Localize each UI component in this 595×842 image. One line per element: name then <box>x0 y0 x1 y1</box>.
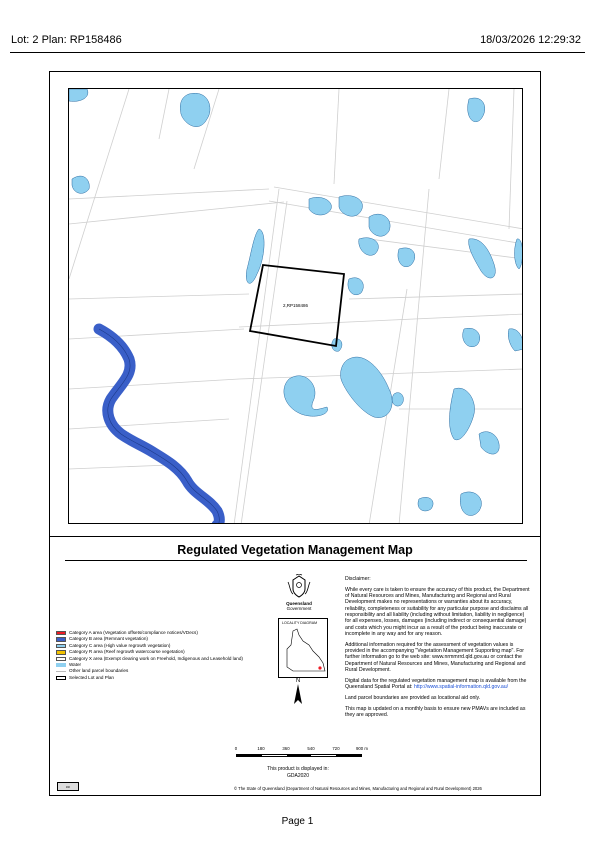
water-swatch-icon <box>56 663 66 668</box>
disclaimer-title: Disclaimer: <box>345 576 371 582</box>
legend-label: Category R area (Reef regrowth watercourse vegetation) <box>69 649 185 655</box>
locality-label: LOCALITY DIAGRAM <box>282 621 318 625</box>
display-projection <box>248 766 348 779</box>
scale-tick: 900 m <box>356 746 368 751</box>
locality-diagram <box>278 618 328 678</box>
header-rule <box>10 52 585 53</box>
white-swatch-icon <box>56 657 66 662</box>
legend-item <box>56 656 243 662</box>
scale-bar-graphic <box>236 754 362 757</box>
qld-logo-line1: Queensland <box>286 601 312 606</box>
disclaimer <box>345 576 531 723</box>
qld-logo-line2: Government <box>286 606 312 611</box>
disclaimer-p5: This map is updated on a monthly basis to ensure new PMAVs are included as they are approved. <box>345 705 526 718</box>
page-number: Page 1 <box>281 816 314 827</box>
legend-label: Category X area (Exempt clearing work on Freehold, Indigenous and Leasehold land) <box>69 655 243 661</box>
light-blue-swatch-icon <box>56 644 66 649</box>
cc-label: cc <box>66 784 70 789</box>
scale-tick: 0 <box>234 746 238 751</box>
spatial-portal-link[interactable]: http://www.spatial-information.qld.gov.au/ <box>413 683 509 690</box>
yellow-swatch-icon <box>56 650 66 655</box>
legend-label: Category C area (High value regrowth vegetation) <box>69 642 171 648</box>
disclaimer-p3-text: Digital data for the regulated vegetation management map is available from the Queensland Spatial Portal at: <box>345 677 527 690</box>
scale-tick: 720 <box>332 746 340 751</box>
scale-tick: 180 <box>257 746 265 751</box>
legend-item <box>56 675 243 681</box>
red-swatch-icon <box>56 631 66 636</box>
locality-marker-icon <box>318 666 321 669</box>
scale-bar <box>236 746 366 760</box>
legend-label: Category A area (Vegetation offsets/compliance notices/VDecs) <box>69 630 198 635</box>
river <box>99 329 219 524</box>
disclaimer-p4: Land parcel boundaries are provided as locational aid only. <box>345 694 481 701</box>
selected-swatch-icon <box>56 676 66 681</box>
north-arrow-icon <box>293 684 303 706</box>
qld-crest-icon <box>284 574 314 600</box>
parcel-label: 2,RP158486 <box>283 303 309 308</box>
title-rule <box>65 560 527 561</box>
legend-label: Water <box>69 661 82 667</box>
legend-label: Other land parcel boundaries <box>69 668 129 674</box>
header-timestamp: 18/03/2026 12:29:32 <box>480 34 581 46</box>
map-svg <box>69 89 523 524</box>
display-line2: GDA2020 <box>287 772 309 779</box>
qld-government-logo <box>276 574 322 611</box>
legend <box>56 630 243 681</box>
scale-tick: 360 <box>282 746 290 751</box>
disclaimer-p1: While every care is taken to ensure the accuracy of this product, the Department of Natural Resources and Mines, Manufacturing and Regional and Rural Development makes no representations or warranties about its accuracy, reliability, completeness or suitability for any particular purpose and disclaims all responsibility and all liability (including without limitation, liability in negligence) for all expenses, losses, damages (including indirect or consequential damage) and costs which you might incur as a result of the product being inaccurate or incomplete in any way and for any reason. <box>345 586 530 637</box>
copyright: © The State of Queensland (Department of Natural Resources and Mines, Manufacturing and Regional and Rural Development) 2026 <box>234 786 482 791</box>
header-lot-plan: Lot: 2 Plan: RP158486 <box>11 34 122 46</box>
north-arrow <box>291 678 305 708</box>
line-swatch-icon <box>56 671 66 672</box>
disclaimer-p2: Additional information required for the assessment of vegetation values is provided in the accompanying "Vegetation Management Supporting map". For further information go to the web site: www.nrmmrrd.qld.gov.au or contact the Department of Natural Resources and Mines, Manufacturing and Regional and Rural Development. <box>345 641 526 673</box>
vegetation-map <box>68 88 523 524</box>
north-label: N <box>295 678 301 684</box>
section-divider <box>49 536 541 537</box>
display-line1: This product is displayed in: <box>267 766 329 772</box>
blue-swatch-icon <box>56 637 66 642</box>
disclaimer-p3 <box>345 678 531 691</box>
qld-outline-icon <box>279 619 329 679</box>
legend-label: Category B area (Remnant vegetation) <box>69 636 148 642</box>
scale-tick: 540 <box>307 746 315 751</box>
map-title: Regulated Vegetation Management Map <box>177 543 413 557</box>
legend-label: Selected Lot and Plan <box>69 674 114 680</box>
creative-commons-icon <box>57 782 79 791</box>
